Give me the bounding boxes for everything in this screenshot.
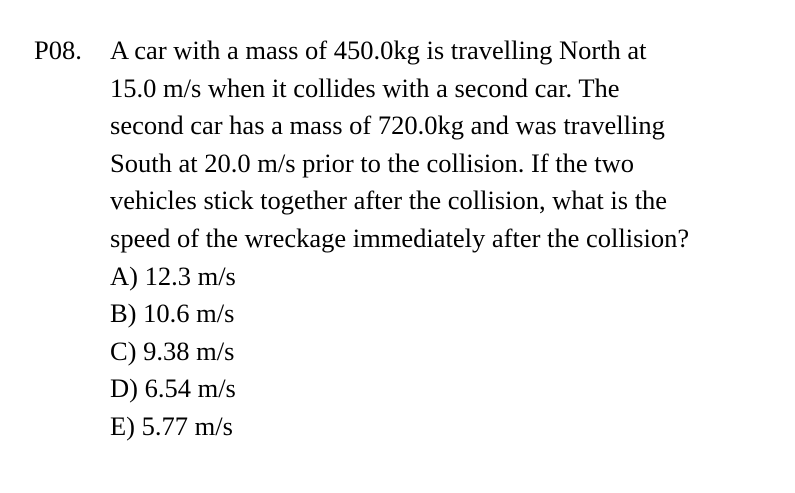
question-line: second car has a mass of 720.0kg and was travelling xyxy=(110,110,665,141)
problem-number: P08. xyxy=(34,35,82,65)
choice-b: B) 10.6 m/s xyxy=(110,298,235,329)
choice-e: E) 5.77 m/s xyxy=(110,410,233,441)
problem-body xyxy=(110,32,790,446)
choice-d: D) 6.54 m/s xyxy=(110,373,236,404)
question-line: 15.0 m/s when it collides with a second car. The xyxy=(110,72,620,103)
question-line: South at 20.0 m/s prior to the collision. If the two xyxy=(110,147,635,178)
choice-c: C) 9.38 m/s xyxy=(110,335,235,366)
question-line: speed of the wreckage immediately after the collision? xyxy=(110,222,690,253)
choice-a: A) 12.3 m/s xyxy=(110,260,236,291)
question-line: A car with a mass of 450.0kg is travelling North at xyxy=(110,35,647,65)
question-line: vehicles stick together after the collision, what is the xyxy=(110,185,668,216)
